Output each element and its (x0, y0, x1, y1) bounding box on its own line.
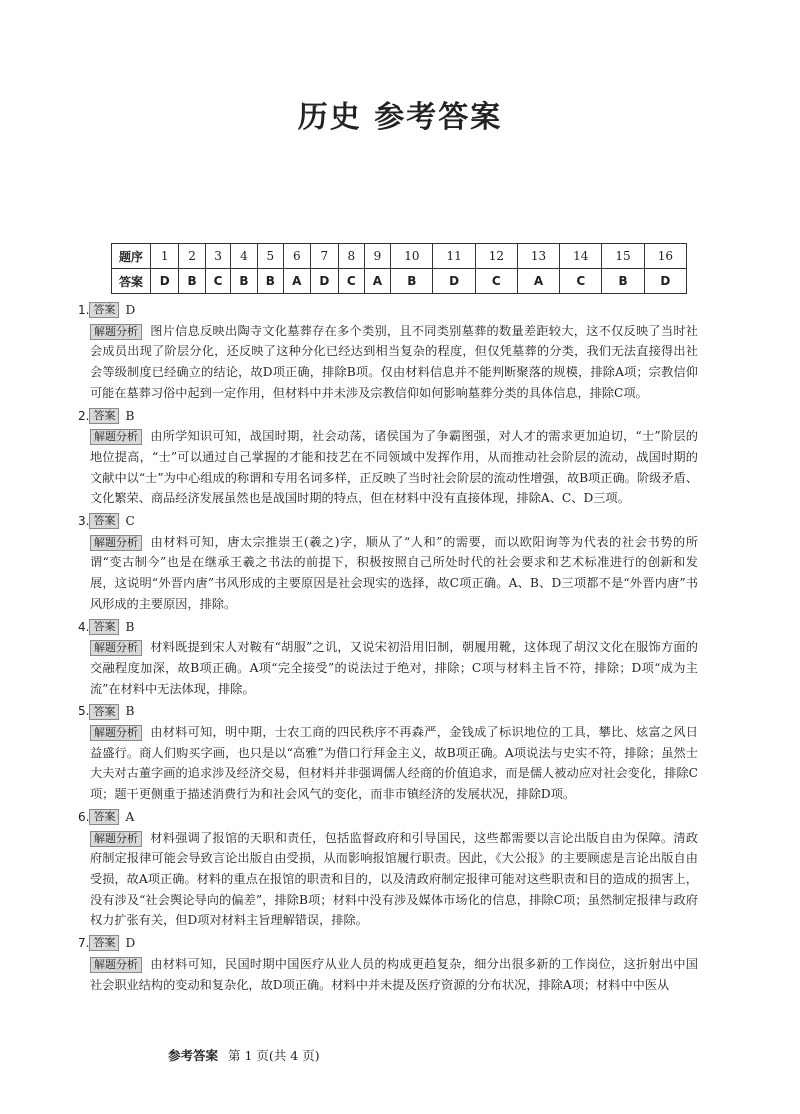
table-cell: B (231, 269, 257, 294)
answer-letter: C (125, 514, 135, 529)
table-cell: 5 (257, 244, 283, 269)
analysis-text: 材料强调了报馆的天职和责任，包括监督政府和引导国民，这些都需要以言论出版自由为保障。清政府制定报律可能会导致言论出版自由受损，从而影响报馆履行职责。因此，《大公报》的主要顾虑是言论出版自由受损，故A项正确。材料的重点在报馆的职责和目的，以及清政府制定报律可能对这些职责和目的造成的损害上，没有涉及“社会舆论导向的偏差”，排除B项；材料中没有涉及媒体市场化的信息，排除C项；虽然制定报律与政府权力扩张有关，但D项对材料主旨理解错误，排除。 (90, 830, 698, 928)
page-number: 第 1 页(共 4 页) (228, 1048, 320, 1063)
table-cell: 11 (433, 244, 475, 269)
analysis-text: 图片信息反映出陶寺文化墓葬存在多个类别，且不同类别墓葬的数量差距较大，这不仅反映了当时社会成员出现了阶层分化，还反映了这种分化已经达到相当复杂的程度，但仅凭墓葬的分类，我们无法直接得出社会等级制度已经确立的结论，故D项正确，排除B项。仅由材料信息并不能判断聚落的规模，排除A项；宗教信仰可能在墓葬习俗中起到一定作用，但材料中并未涉及宗教信仰如何影响墓葬分类的具体信息，排除C项。 (90, 323, 698, 400)
table-cell: C (560, 269, 602, 294)
table-cell: C (475, 269, 517, 294)
table-cell: D (433, 269, 475, 294)
question-number: 2. (78, 408, 90, 423)
table-cell: 1 (151, 244, 179, 269)
list-item (78, 300, 698, 404)
table-cell: B (257, 269, 283, 294)
question-number: 6. (78, 809, 90, 824)
table-cell: 4 (231, 244, 257, 269)
analysis-badge: 解题分析 (90, 324, 142, 340)
analysis-text: 材料既提到宋人对鞍有“胡服”之讥，又说宋初沿用旧制，朝履用靴，这体现了胡汉文化在服饰方面的交融程度加深，故B项正确。A项“完全接受”的说法过于绝对，排除；C项与材料主旨不符，排除；D项“成为主流”在材料中无法体现，排除。 (90, 640, 698, 696)
table-cell: A (283, 269, 310, 294)
table-cell: 9 (364, 244, 391, 269)
analysis-text: 由所学知识可知，战国时期，社会动荡，诸侯国为了争霸图强，对人才的需求更加迫切，“士”阶层的地位提高，“士”可以通过自己掌握的才能和技艺在不同领域中发挥作用，从而推动社会阶层的流动，战国时期的文献中以“士”为中心组成的称谓和专用名词多样，正反映了当时社会阶层的流动性增强，故B项正确。阶级矛盾、文化繁荣、商品经济发展虽然也是战国时期的特点，但在材料中没有直接体现，排除A、C、D三项。 (90, 429, 698, 506)
analysis-badge: 解题分析 (90, 535, 142, 551)
page-title: 历史 参考答案 (297, 100, 503, 135)
analysis-badge: 解题分析 (90, 725, 142, 741)
question-number: 5. (78, 704, 90, 719)
table-cell: A (517, 269, 559, 294)
analysis-badge: 解题分析 (90, 429, 142, 445)
analysis-badge: 解题分析 (90, 640, 142, 656)
table-cell: C (339, 269, 364, 294)
table-cell: 2 (179, 244, 205, 269)
page-footer (168, 1046, 324, 1064)
question-number: 1. (78, 303, 90, 317)
table-row (112, 244, 687, 269)
list-item (78, 617, 698, 700)
table-cell: 7 (310, 244, 338, 269)
table-cell: D (151, 269, 179, 294)
answer-letter: B (125, 408, 135, 423)
analysis-badge: 解题分析 (90, 957, 142, 973)
answer-letter: D (125, 936, 136, 951)
table-cell: C (205, 269, 230, 294)
list-item (78, 511, 698, 615)
question-number: 3. (78, 514, 90, 529)
answer-badge: 答案 (89, 619, 119, 635)
table-cell: D (310, 269, 338, 294)
analysis-text: 由材料可知，民国时期中国医疗从业人员的构成更趋复杂，细分出很多新的工作岗位，这折射出中国社会职业结构的变动和复杂化，故D项正确。材料中并未提及医疗资源的分布状况，排除A项；材料中中医从 (90, 956, 698, 992)
list-item (78, 406, 698, 510)
table-cell: 14 (560, 244, 602, 269)
table-cell: 15 (602, 244, 644, 269)
question-number: 4. (78, 619, 90, 634)
list-item (78, 807, 698, 931)
table-cell: 3 (205, 244, 230, 269)
table-cell: 13 (517, 244, 559, 269)
answer-badge: 答案 (89, 302, 119, 318)
table-cell: 10 (391, 244, 433, 269)
answer-badge: 答案 (89, 935, 119, 951)
table-cell: B (391, 269, 433, 294)
answer-badge: 答案 (89, 513, 119, 529)
answer-list (78, 300, 698, 997)
answer-badge: 答案 (89, 809, 119, 825)
table-cell: 12 (475, 244, 517, 269)
answer-letter: B (125, 619, 135, 634)
list-item (78, 701, 698, 805)
row-label: 答案 (112, 269, 151, 294)
table-cell: B (602, 269, 644, 294)
footer-label: 参考答案 (168, 1048, 219, 1063)
table-cell: 6 (283, 244, 310, 269)
analysis-text: 由材料可知，明中期，士农工商的四民秩序不再森严，金钱成了标识地位的工具，攀比、炫富之风日益盛行。商人们购买字画，也只是以“高雅”为借口行拜金主义，故B项正确。A项说法与史实不符，排除；虽然士大夫对古董字画的追求涉及经济交易，但材料并非强调儒人经商的价值追求，而是儒人被动应对社会变化，排除C项；题干更侧重于描述消费行为和社会风气的变化，而非市镇经济的发展状况，排除D项。 (90, 725, 698, 802)
answer-letter: D (125, 303, 136, 317)
table-row (112, 269, 687, 294)
answer-table (111, 243, 687, 294)
row-label: 题序 (112, 244, 151, 269)
table-cell: 8 (339, 244, 364, 269)
table-cell: 16 (644, 244, 686, 269)
answer-letter: B (125, 704, 135, 719)
analysis-badge: 解题分析 (90, 831, 142, 847)
list-item (78, 933, 698, 995)
question-number: 7. (78, 936, 90, 951)
answer-badge: 答案 (89, 704, 119, 720)
analysis-text: 由材料可知，唐太宗推崇王(羲之)字，顺从了“人和”的需要，而以欧阳询等为代表的社会书势的所谓“变古制今”也是在继承王羲之书法的前提下，积极按照自己所处时代的社会要求和艺术标准进行的创新和发展，这说明“外晋内唐”书风形成的主要原因是社会现实的选择，故C项正确。A、B、D三项都不是“外晋内唐”书风形成的主要原因，排除。 (90, 534, 698, 611)
table-cell: A (364, 269, 391, 294)
answer-badge: 答案 (89, 408, 119, 424)
table-cell: D (644, 269, 686, 294)
answer-letter: A (125, 809, 135, 824)
table-cell: B (179, 269, 205, 294)
